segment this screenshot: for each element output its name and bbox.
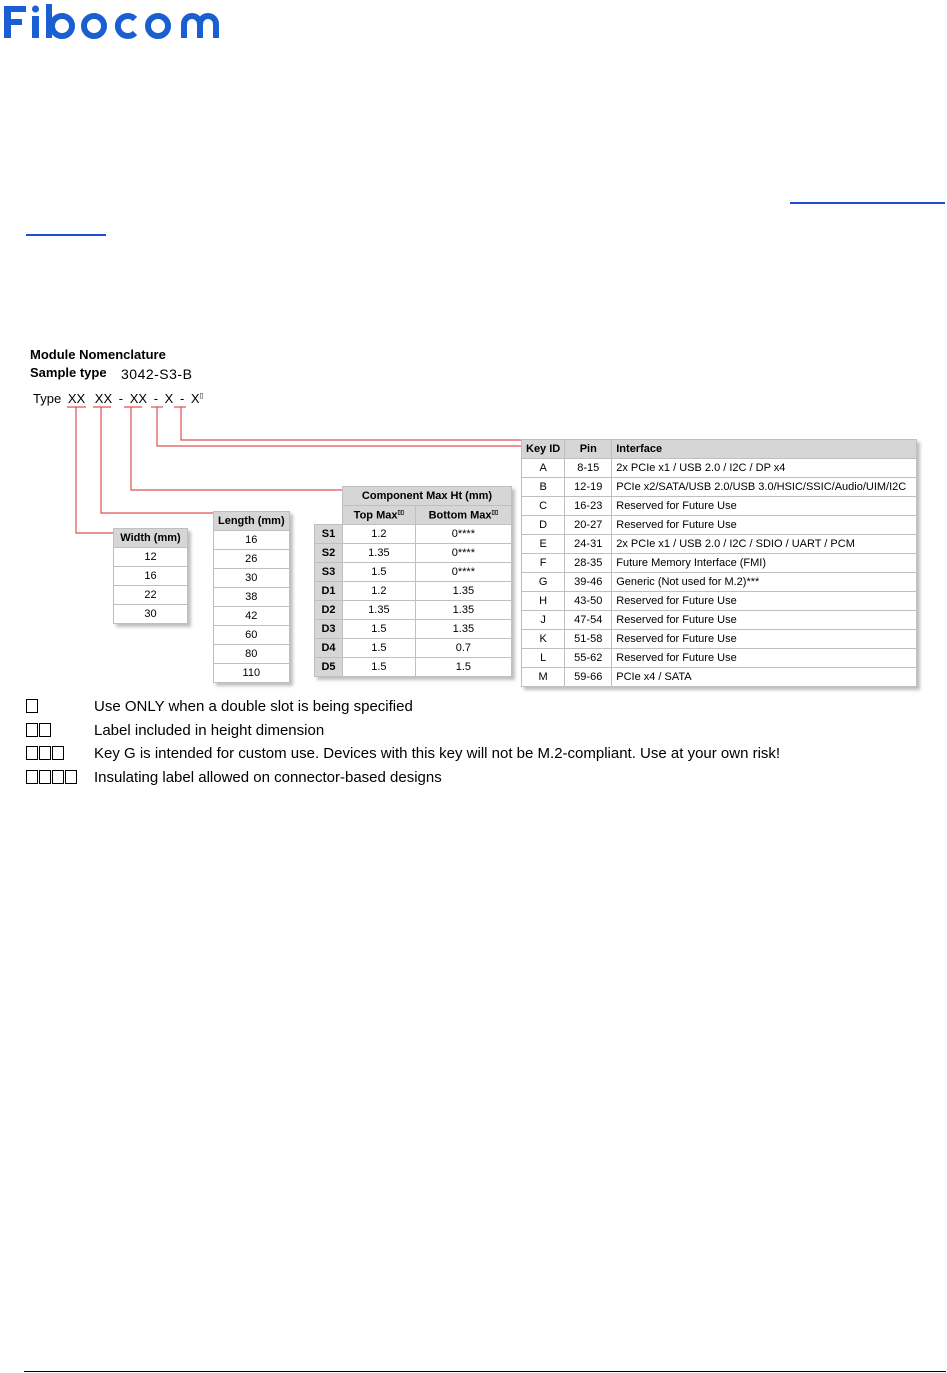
table-row [315, 620, 512, 639]
table-row [315, 563, 512, 582]
length-value: 26 [214, 550, 290, 569]
length-header: Length (mm) [214, 512, 290, 531]
key-id: J [522, 611, 565, 630]
type-separator: - [118, 391, 124, 406]
pin-range: 16-23 [565, 497, 612, 516]
table-row [522, 535, 917, 554]
type-part: XX [129, 391, 148, 406]
table-row [214, 550, 290, 569]
bottom-max-value: 1.35 [415, 601, 511, 620]
length-value: 42 [214, 607, 290, 626]
type-part: X [164, 391, 174, 406]
footnote-text: Insulating label allowed on connector-based designs [94, 768, 442, 786]
table-row [522, 478, 917, 497]
width-header: Width (mm) [114, 529, 188, 548]
key-id: H [522, 592, 565, 611]
top-max-value: 1.2 [343, 525, 416, 544]
type-separator: - [153, 391, 159, 406]
bottom-max-value: 1.5 [415, 658, 511, 677]
key-id: A [522, 459, 565, 478]
sample-type-value: 3042-S3-B [121, 366, 193, 382]
table-row [315, 601, 512, 620]
length-table [213, 511, 290, 683]
length-value: 80 [214, 645, 290, 664]
key-id-table [521, 439, 917, 687]
figure-title: Module Nomenclature [30, 347, 166, 362]
table-row [114, 605, 188, 624]
table-row [522, 649, 917, 668]
pin-range: 24-31 [565, 535, 612, 554]
pin-range: 12-19 [565, 478, 612, 497]
slot-id: S1 [315, 525, 343, 544]
pin-range: 59-66 [565, 668, 612, 687]
table-row [315, 658, 512, 677]
footnote-text: Label included in height dimension [94, 721, 325, 739]
interface-header: Interface [612, 440, 917, 459]
interface-desc: Reserved for Future Use [612, 516, 917, 535]
interface-desc: Reserved for Future Use [612, 592, 917, 611]
pin-header: Pin [565, 440, 612, 459]
slot-id: D2 [315, 601, 343, 620]
marker-box-icon [26, 723, 38, 737]
table-row [522, 611, 917, 630]
top-max-value: 1.2 [343, 582, 416, 601]
table-row [522, 459, 917, 478]
height-header: Component Max Ht (mm) [343, 487, 512, 506]
length-value: 16 [214, 531, 290, 550]
hyperlink-fragment-2[interactable] [26, 220, 106, 236]
key-id: K [522, 630, 565, 649]
pin-range: 51-58 [565, 630, 612, 649]
footnote-marker [26, 723, 51, 737]
slot-id: D5 [315, 658, 343, 677]
type-prefix: Type [33, 391, 62, 406]
slot-id: S2 [315, 544, 343, 563]
table-row [214, 664, 290, 683]
table-row [315, 582, 512, 601]
bottom-max-value: 0**** [415, 563, 511, 582]
table-row [214, 626, 290, 645]
length-value: 30 [214, 569, 290, 588]
type-superscript: ▯ [199, 392, 204, 400]
type-part: XX [94, 391, 113, 406]
interface-desc: Future Memory Interface (FMI) [612, 554, 917, 573]
top-max-value: 1.5 [343, 658, 416, 677]
key-id: M [522, 668, 565, 687]
footnote-marker [26, 746, 64, 760]
bottom-max-value: 0**** [415, 544, 511, 563]
table-row [522, 668, 917, 687]
table-row [522, 516, 917, 535]
blank-corner [315, 506, 343, 525]
pin-range: 28-35 [565, 554, 612, 573]
pin-range: 39-46 [565, 573, 612, 592]
table-row [315, 525, 512, 544]
slot-id: S3 [315, 563, 343, 582]
slot-id: D1 [315, 582, 343, 601]
type-pattern [33, 391, 203, 406]
table-row [315, 544, 512, 563]
key-id: B [522, 478, 565, 497]
type-part: X [190, 391, 200, 406]
pin-range: 8-15 [565, 459, 612, 478]
pin-range: 55-62 [565, 649, 612, 668]
pin-range: 47-54 [565, 611, 612, 630]
table-row [522, 554, 917, 573]
type-part: XX [67, 391, 86, 406]
table-row [522, 573, 917, 592]
table-row [522, 497, 917, 516]
interface-desc: Reserved for Future Use [612, 649, 917, 668]
table-row [214, 645, 290, 664]
top-max-value: 1.5 [343, 563, 416, 582]
width-value: 22 [114, 586, 188, 605]
marker-box-icon [39, 723, 51, 737]
key-id: D [522, 516, 565, 535]
pin-range: 20-27 [565, 516, 612, 535]
footnote-marker [26, 770, 77, 784]
bottom-max-header: Bottom Max▯▯ [415, 506, 511, 525]
interface-desc: Reserved for Future Use [612, 630, 917, 649]
width-value: 16 [114, 567, 188, 586]
bottom-max-value: 0.7 [415, 639, 511, 658]
marker-box-icon [39, 770, 51, 784]
key-id-header: Key ID [522, 440, 565, 459]
bottom-max-value: 1.35 [415, 582, 511, 601]
width-value: 12 [114, 548, 188, 567]
length-value: 110 [214, 664, 290, 683]
marker-box-icon [52, 770, 64, 784]
interface-desc: Generic (Not used for M.2)*** [612, 573, 917, 592]
table-row [522, 630, 917, 649]
sample-type-label: Sample type [30, 365, 107, 380]
length-value: 60 [214, 626, 290, 645]
table-row [522, 592, 917, 611]
hyperlink-fragment-1[interactable] [790, 188, 945, 204]
footnote-text: Use ONLY when a double slot is being specified [94, 698, 413, 715]
footnote-marker [26, 699, 38, 713]
marker-box-icon [52, 746, 64, 760]
slot-id: D3 [315, 620, 343, 639]
marker-box-icon [26, 746, 38, 760]
logo-text: FIBOCOM [4, 4, 9, 5]
top-max-value: 1.5 [343, 620, 416, 639]
key-id: G [522, 573, 565, 592]
width-value: 30 [114, 605, 188, 624]
footnote-text: Key G is intended for custom use. Devices with this key will not be M.2-compliant. Use at your own risk! [94, 745, 781, 762]
key-id: L [522, 649, 565, 668]
length-value: 38 [214, 588, 290, 607]
marker-box-icon [26, 770, 38, 784]
interface-desc: PCIe x4 / SATA [612, 668, 917, 687]
top-max-label: Top Max [353, 509, 398, 522]
key-id: F [522, 554, 565, 573]
fibocom-logo [4, 4, 252, 40]
type-separator: - [179, 391, 185, 406]
table-row [214, 569, 290, 588]
table-row [114, 586, 188, 605]
table-row [114, 567, 188, 586]
bottom-max-label: Bottom Max [428, 509, 492, 522]
interface-desc: Reserved for Future Use [612, 497, 917, 516]
table-row [214, 531, 290, 550]
interface-desc: Reserved for Future Use [612, 611, 917, 630]
component-height-table [314, 486, 512, 677]
key-id: E [522, 535, 565, 554]
key-id: C [522, 497, 565, 516]
interface-desc: 2x PCIe x1 / USB 2.0 / I2C / DP x4 [612, 459, 917, 478]
blank-corner [315, 487, 343, 506]
footer-rule [24, 1371, 946, 1372]
table-row [214, 607, 290, 626]
pin-range: 43-50 [565, 592, 612, 611]
table-row [315, 639, 512, 658]
marker-box-icon [39, 746, 51, 760]
interface-desc: PCIe x2/SATA/USB 2.0/USB 3.0/HSIC/SSIC/Audio/UIM/I2C [612, 478, 917, 497]
top-max-value: 1.35 [343, 544, 416, 563]
marker-box-icon [26, 699, 38, 713]
top-max-value: 1.35 [343, 601, 416, 620]
bottom-max-value: 0**** [415, 525, 511, 544]
table-row [214, 588, 290, 607]
interface-desc: 2x PCIe x1 / USB 2.0 / I2C / SDIO / UART / PCM [612, 535, 917, 554]
table-row [114, 548, 188, 567]
top-max-header: Top Max▯▯ [343, 506, 416, 525]
width-table [113, 528, 188, 624]
top-max-value: 1.5 [343, 639, 416, 658]
slot-id: D4 [315, 639, 343, 658]
marker-box-icon [65, 770, 77, 784]
bottom-max-value: 1.35 [415, 620, 511, 639]
